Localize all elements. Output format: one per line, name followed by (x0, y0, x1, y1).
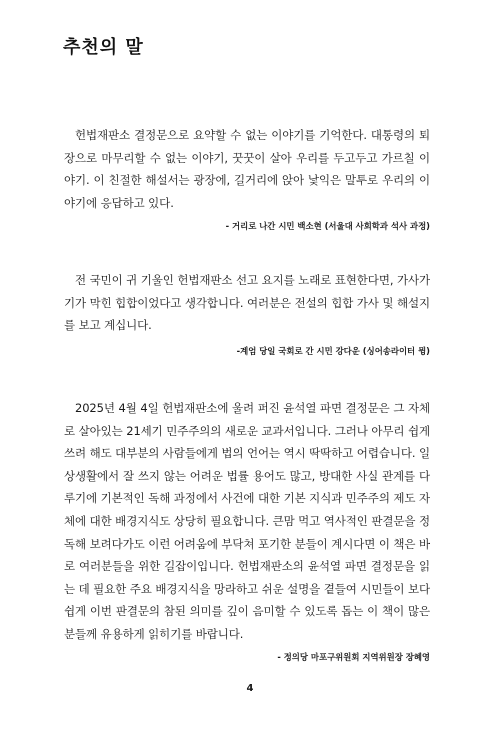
recommendation-text: 2025년 4월 4일 헌법재판소에 울려 퍼진 윤석열 파면 결정문은 그 자체로 살아있는 21세기 민주주의의 새로운 교과서입니다. 그러나 아무리 쉽게 쓰려 해도 대부분의 사람들에게 법의 언어는 역시 딱딱하고 어렵습니다. 일상생활에서 잘 쓰지 않는 어려운 법률 용어도 많고, 방대한 사실 관계를 다루기에 기본적인 독해 과정에서 사건에 대한 기본 지식과 민주주의 제도 자체에 대한 배경지식도 상당히 필요합니다. 큰맘 먹고 역사적인 판결문을 정독해 보려다가도 이런 어려움에 부닥쳐 포기한 분들이 계시다면 이 책은 바로 여러분들을 위한 길잡이입니다. 헌법재판소의 윤석열 파면 결정문을 읽는 데 필요한 주요 배경지식을 망라하고 쉬운 설명을 곁들여 시민들이 보다 쉽게 이번 판결문의 참된 의미를 깊이 음미할 수 있도록 돕는 이 책이 많은 분들께 유용하게 읽히기를 바랍니다. (64, 401, 430, 641)
recommendation-attribution: - 정의당 마포구위원회 지역위원장 장혜영 (277, 651, 430, 662)
recommendation-attribution: -계엄 당일 국회로 간 시민 강다운 (싱어송라이터 뮝) (236, 345, 430, 356)
recommendation-text: 헌법재판소 결정문으로 요약할 수 없는 이야기를 기억한다. 대통령의 퇴장으로 마무리할 수 없는 이야기, 꿋꿋이 살아 우리를 두고두고 가르칠 이야기. 이 친절한 해설서는 광장에, 길거리에 앉아 낯익은 말투로 우리의 이야기에 응답하고 있다. (64, 128, 430, 210)
page-number: 4 (246, 683, 254, 694)
recommendation-2 (64, 269, 430, 358)
page-title: 추천의 말 (63, 37, 144, 58)
recommendation-attribution: - 거리로 나간 시민 백소현 (서울대 사회학과 석사 과정) (225, 221, 430, 232)
recommendation-3 (64, 397, 430, 664)
recommendation-text: 전 국민이 귀 기울인 헌법재판소 선고 요지를 노래로 표현한다면, 가사가 기가 막힌 힙합이었다고 생각합니다. 여러분은 전설의 힙합 가사 및 해설지를 보고 계십니다. (64, 273, 430, 333)
recommendation-1 (64, 124, 430, 233)
